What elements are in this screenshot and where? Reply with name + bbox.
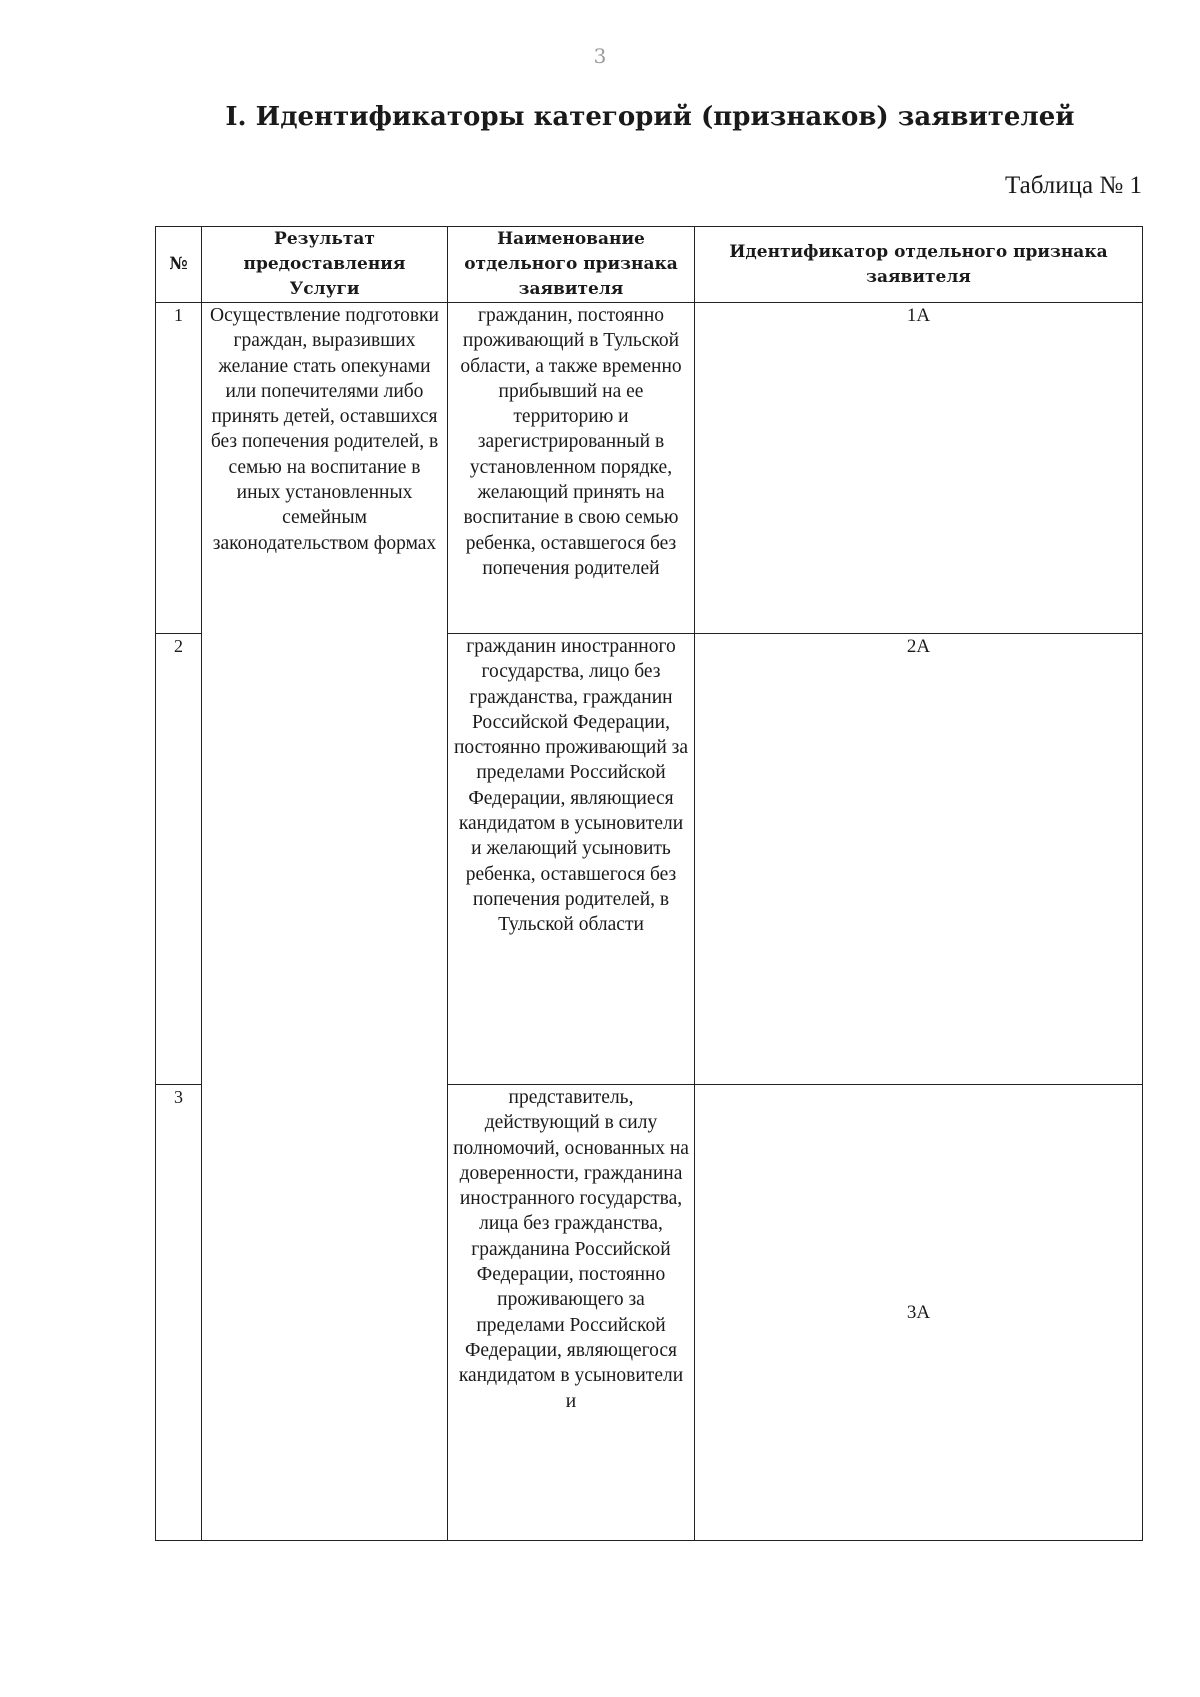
header-result: Результат предоставления Услуги — [202, 227, 448, 303]
service-result-cell: Осуществление подготовки граждан, выразивших желание стать опекунами или попечителями либо принять детей, оставшихся без попечения родителей, в семью на воспитание в иных установленных семейным законодательством формах — [202, 303, 448, 1541]
row-number: 3 — [156, 1085, 202, 1541]
applicant-feature-id: 2А — [695, 634, 1143, 1085]
page-number: 3 — [593, 44, 607, 68]
header-name: Наименование отдельного признака заявителя — [448, 227, 695, 303]
row-number: 2 — [156, 634, 202, 1085]
applicant-categories-table — [155, 226, 1143, 1541]
table-row — [156, 303, 1143, 634]
header-num: № — [156, 227, 202, 303]
applicant-feature-name: гражданин иностранного государства, лицо без гражданства, гражданин Российской Федерации, постоянно проживающий за пределами Российской Федерации, являющиеся кандидатом в усыновители и желающий усыновить ребенка, оставшегося без попечения родителей, в Тульской области — [448, 634, 695, 1085]
table-caption: Таблица № 1 — [1004, 172, 1142, 199]
applicant-feature-name: гражданин, постоянно проживающий в Тульской области, а также временно прибывший на ее территорию и зарегистрированный в установленном порядке, желающий принять на воспитание в свою семью ребенка, оставшегося без попечения родителей — [448, 303, 695, 634]
applicant-feature-id: 1А — [695, 303, 1143, 634]
header-ident: Идентификатор отдельного признака заявителя — [695, 227, 1143, 303]
table-header-row — [156, 227, 1143, 303]
row-number: 1 — [156, 303, 202, 634]
applicant-feature-id: 3А — [695, 1085, 1143, 1541]
section-heading: I. Идентификаторы категорий (признаков) заявителей — [225, 102, 1075, 132]
applicant-feature-name: представитель, действующий в силу полномочий, основанных на доверенности, гражданина иностранного государства, лица без гражданства, гражданина Российской Федерации, постоянно проживающего за пределами Российской Федерации, являющегося кандидатом в усыновители и — [448, 1085, 695, 1541]
